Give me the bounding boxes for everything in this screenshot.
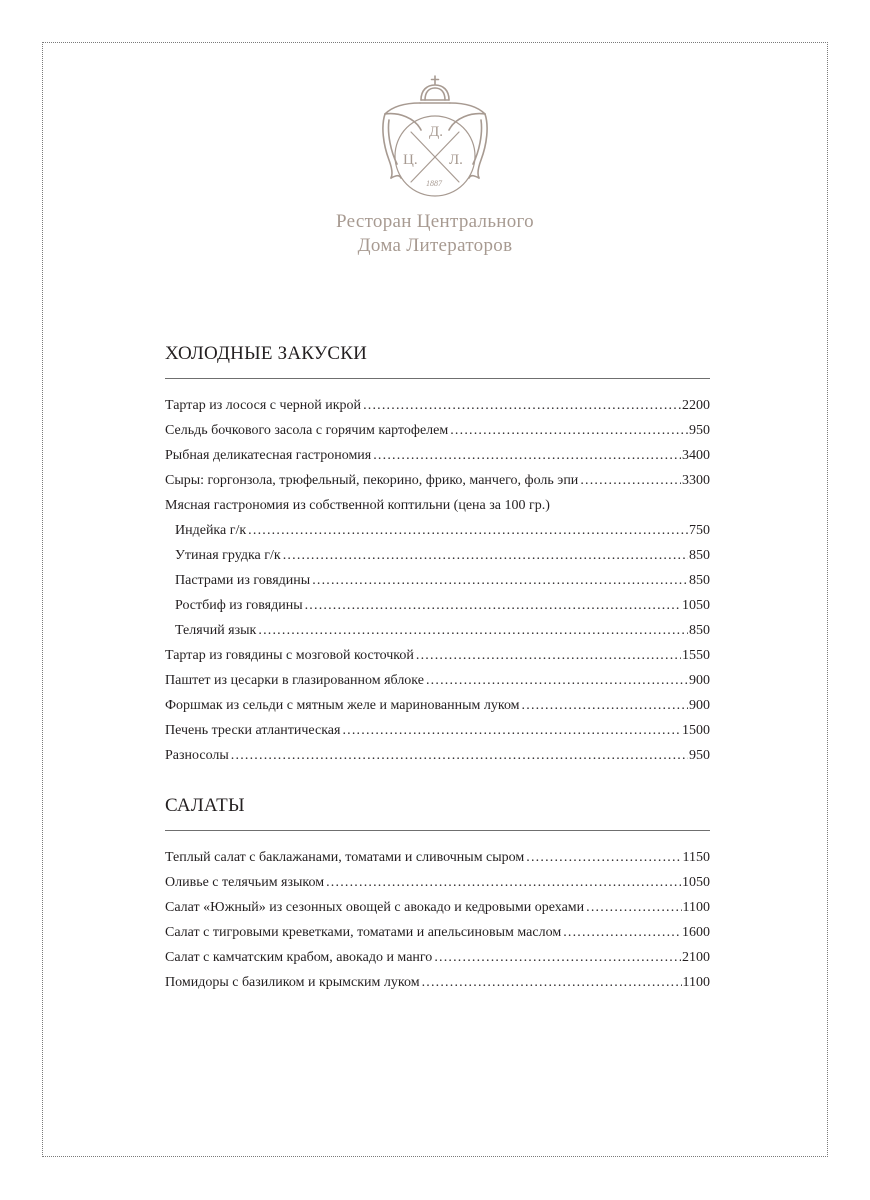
dot-leader	[283, 543, 688, 568]
item-price: 850	[689, 548, 710, 563]
item-name: Паштет из цесарки в глазированном яблоке	[165, 673, 424, 688]
menu-item	[165, 643, 710, 668]
menu-item	[165, 845, 710, 870]
item-price: 900	[689, 673, 710, 688]
crest-letter-ts: Ц.	[403, 152, 418, 168]
item-name: Теплый салат с баклажанами, томатами и сливочным сыром	[165, 850, 525, 865]
item-name: Разносолы	[165, 748, 229, 763]
crest-year: 1887	[426, 179, 442, 188]
item-price: 900	[689, 698, 710, 713]
dot-leader	[450, 418, 688, 443]
dot-leader	[416, 643, 681, 668]
meat-gastronomy-heading: Мясная гастрономия из собственной коптильни (цена за 100 гр.)	[165, 498, 550, 513]
menu-item	[165, 693, 710, 718]
section-title: ХОЛОДНЫЕ ЗАКУСКИ	[165, 343, 368, 364]
item-price: 950	[689, 423, 710, 438]
section-title: САЛАТЫ	[165, 795, 245, 816]
menu-subitem	[165, 518, 710, 543]
dot-leader	[522, 693, 688, 718]
item-name: Сыры: горгонзола, трюфельный, пекорино, фрико, манчего, фоль эпи	[165, 473, 579, 488]
dot-leader	[434, 945, 681, 970]
menu-item	[165, 418, 710, 443]
crest-letter-d: Д.	[429, 124, 443, 140]
item-name: Форшмак из сельди с мятным желе и маринованным луком	[165, 698, 520, 713]
item-name: Салат с тигровыми креветками, томатами и апельсиновым маслом	[165, 925, 562, 940]
section-salads	[165, 794, 710, 995]
item-name: Рыбная деликатесная гастрономия	[165, 448, 372, 463]
restaurant-name-line-1: Ресторан Центрального	[336, 211, 534, 232]
item-name: Салат «Южный» из сезонных овощей с авокадо и кедровыми орехами	[165, 900, 585, 915]
item-price: 1600	[682, 925, 710, 940]
dot-leader	[363, 393, 681, 418]
dot-leader	[326, 870, 681, 895]
restaurant-name	[235, 210, 635, 258]
dot-leader	[422, 970, 682, 995]
dot-leader	[580, 468, 681, 493]
crest-icon	[375, 74, 495, 206]
item-name: Утиная грудка г/к	[175, 548, 281, 563]
menu-subitem	[165, 593, 710, 618]
dot-leader	[526, 845, 681, 870]
menu-item	[165, 920, 710, 945]
crest-letter-l: Л.	[449, 152, 463, 168]
dot-leader	[305, 593, 681, 618]
dot-leader	[373, 443, 681, 468]
menu-item	[165, 945, 710, 970]
menu-item	[165, 895, 710, 920]
item-name: Индейка г/к	[175, 523, 247, 538]
section-divider	[165, 378, 710, 379]
menu-item	[165, 743, 710, 768]
menu-subitem	[165, 568, 710, 593]
item-price: 850	[689, 623, 710, 638]
menu-item	[165, 443, 710, 468]
item-price: 750	[689, 523, 710, 538]
item-name: Оливье с телячьим языком	[165, 875, 325, 890]
dot-leader	[258, 618, 688, 643]
dot-leader	[312, 568, 688, 593]
menu-item	[165, 393, 710, 418]
item-price: 1550	[682, 648, 710, 663]
dot-leader	[248, 518, 688, 543]
item-price: 950	[689, 748, 710, 763]
item-price: 1050	[682, 875, 710, 890]
item-name: Тартар из лосося с черной икрой	[165, 398, 362, 413]
dot-leader	[231, 743, 688, 768]
item-price: 2100	[682, 950, 710, 965]
item-price: 850	[689, 573, 710, 588]
menu-item	[165, 668, 710, 693]
item-price: 1500	[682, 723, 710, 738]
item-price: 1100	[682, 975, 710, 990]
dot-leader	[563, 920, 681, 945]
item-name: Ростбиф из говядины	[175, 598, 303, 613]
menu-item	[165, 970, 710, 995]
dot-leader	[586, 895, 681, 920]
restaurant-name-line-2: Дома Литераторов	[357, 235, 513, 256]
menu-subitem	[165, 618, 710, 643]
item-price: 1050	[682, 598, 710, 613]
section-divider	[165, 830, 710, 831]
menu-item	[165, 468, 710, 493]
menu-item	[165, 870, 710, 895]
item-name: Тартар из говядины с мозговой косточкой	[165, 648, 414, 663]
section-cold-appetizers	[165, 342, 710, 768]
item-name: Пастрами из говядины	[175, 573, 311, 588]
item-price: 1100	[682, 900, 710, 915]
item-price: 3300	[682, 473, 710, 488]
menu-list	[165, 393, 710, 768]
menu-subitem	[165, 543, 710, 568]
menu-item	[165, 718, 710, 743]
dot-leader	[426, 668, 688, 693]
item-name: Телячий язык	[175, 623, 257, 638]
item-price: 1150	[682, 850, 710, 865]
dot-leader	[342, 718, 681, 743]
item-price: 3400	[682, 448, 710, 463]
item-name: Салат с камчатским крабом, авокадо и манго	[165, 950, 433, 965]
item-name: Помидоры с базиликом и крымским луком	[165, 975, 420, 990]
menu-list	[165, 845, 710, 995]
item-name: Сельдь бочкового засола с горячим картофелем	[165, 423, 449, 438]
item-price: 2200	[682, 398, 710, 413]
item-name: Печень трески атлантическая	[165, 723, 341, 738]
